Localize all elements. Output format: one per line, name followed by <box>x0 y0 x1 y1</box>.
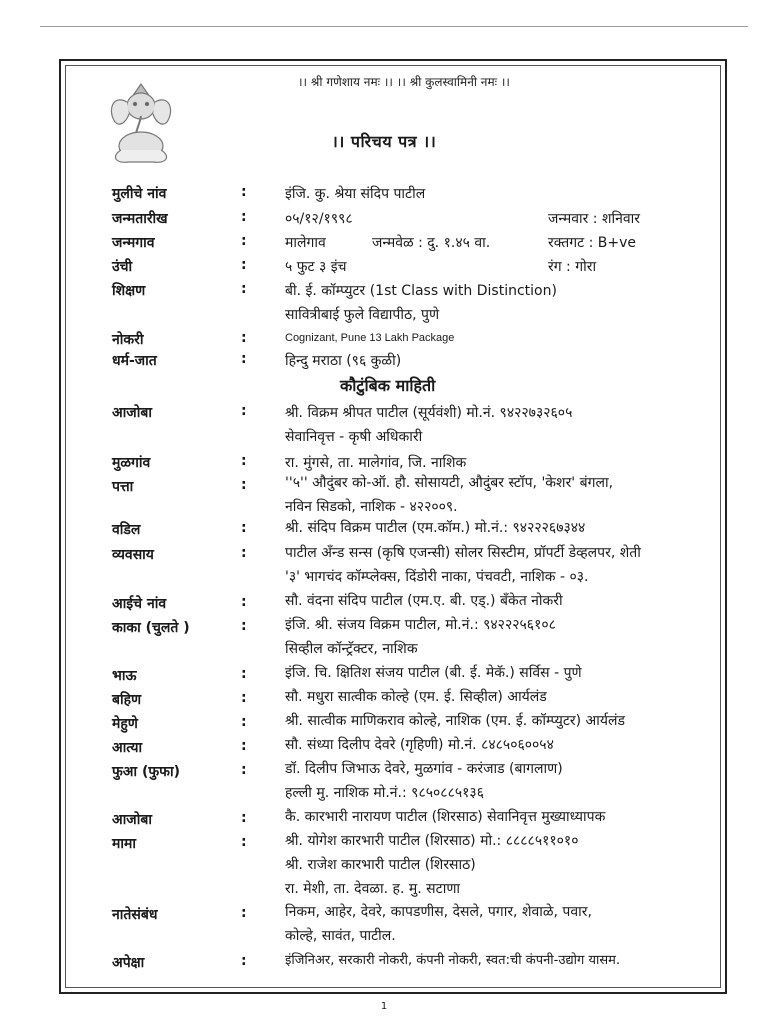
value-native-place: रा. मुंगसे, ता. मालेगांव, जि. नाशिक <box>285 455 467 471</box>
label-expectations: अपेक्षा <box>112 955 145 971</box>
colon: : <box>241 594 247 610</box>
value-birth-day: जन्मवार : शनिवार <box>548 211 641 227</box>
value-aunt-husband: डॉ. दिलीप जिभाऊ देवरे, मुळगांव - करंजाड (बागलाण) <box>285 761 563 777</box>
colon: : <box>241 666 247 682</box>
colon: : <box>241 905 247 921</box>
value-grandfather: श्री. विक्रम श्रीपत पाटील (सूर्यवंशी) मो.नं. ९४२२७३२६०५ <box>285 405 573 421</box>
label-occupation: व्यवसाय <box>112 547 154 563</box>
value-expectations: इंजिनिअर, सरकारी नोकरी, कंपनी नोकरी, स्वत:ची कंपनी-उद्योग यासम. <box>285 953 621 968</box>
value-birth-time: जन्मवेळ : दु. १.४५ वा. <box>372 235 491 251</box>
colon: : <box>241 453 247 469</box>
colon: : <box>241 351 247 367</box>
label-birthplace: जन्मगाव <box>112 235 155 251</box>
label-aunt: आत्या <box>112 740 143 756</box>
colon: : <box>241 403 247 419</box>
label-sister: बहिण <box>112 692 142 708</box>
colon: : <box>241 762 247 778</box>
value-uncle: इंजि. श्री. संजय विक्रम पाटील, मो.नं.: ९४२२२५६१०८ <box>285 617 556 633</box>
value-uncle-line2: सिव्हील कॉन्ट्रॅक्टर, नाशिक <box>285 641 418 657</box>
value-religion-caste: हिन्दु मराठा (९६ कुळी) <box>285 353 402 369</box>
label-brother: भाऊ <box>112 668 137 684</box>
value-education: बी. ई. कॉम्प्युटर (1st Class with Distinction) <box>285 283 557 299</box>
colon: : <box>241 184 247 200</box>
colon: : <box>241 690 247 706</box>
value-mother: सौ. वंदना संदिप पाटील (एम.ए. बी. एड्.) बँकेत नोकरी <box>285 593 563 609</box>
value-dob: ०५/१२/१९९८ <box>285 211 353 227</box>
colon: : <box>241 477 247 493</box>
label-mother: आईचे नांव <box>112 596 167 612</box>
value-aunt: सौ. संध्या दिलीप देवरे (गृहिणी) मो.नं. ८४८५०६००५४ <box>285 737 554 753</box>
label-father: वडिल <box>112 522 141 538</box>
value-brother-in-law: श्री. सात्वीक माणिकराव कोल्हे, नाशिक (एम. ई. कॉम्प्युटर) आर्यलंड <box>285 713 625 729</box>
label-job: नोकरी <box>112 332 144 348</box>
value-blood-group: रक्तगट : B+ve <box>548 235 636 251</box>
family-section-title: कौटुंबिक माहिती <box>340 376 436 395</box>
colon: : <box>241 233 247 249</box>
value-aunt-husband-line2: हल्ली मु. नाशिक मो.नं.: ९८५०८८५१३६ <box>285 785 484 801</box>
document-title: ।। परिचय पत्र ।। <box>331 132 437 151</box>
label-grandfather: आजोबा <box>112 405 152 421</box>
invocation-line: ।। श्री गणेशाय नमः ।। ।। श्री कुलस्वामिनी नमः ।। <box>298 75 510 89</box>
colon: : <box>241 545 247 561</box>
label-height: उंची <box>112 259 133 275</box>
value-maternal-grandfather: कै. कारभारी नारायण पाटील (शिरसाठ) सेवानिवृत्त मुख्याध्यापक <box>285 809 606 825</box>
top-rule <box>40 26 748 27</box>
value-relations-line2: कोल्हे, सावंत, पाटील. <box>285 928 396 944</box>
label-address: पत्ता <box>112 479 134 495</box>
value-height: ५ फुट ३ इंच <box>285 259 347 275</box>
colon: : <box>241 834 247 850</box>
colon: : <box>241 714 247 730</box>
label-relations: नातेसंबंध <box>112 907 158 923</box>
value-maternal-uncle-line3: रा. मेशी, ता. देवळा. ह. मु. सटाणा <box>285 881 461 897</box>
label-maternal-uncle: मामा <box>112 836 136 852</box>
colon: : <box>241 257 247 273</box>
label-education: शिक्षण <box>112 283 146 299</box>
label-maternal-grandfather: आजोबा <box>112 812 152 828</box>
label-brother-in-law: मेहुणे <box>112 716 138 732</box>
page-number: 1 <box>380 1001 388 1012</box>
value-university: सावित्रीबाई फुले विद्यापीठ, पुणे <box>285 307 440 323</box>
value-maternal-uncle: श्री. योगेश कारभारी पाटील (शिरसाठ) मो.: ८८८८५११०१० <box>285 833 579 849</box>
colon: : <box>241 209 247 225</box>
value-occupation-line2: '३' भागचंद कॉम्प्लेक्स, दिंडोरी नाका, पंचवटी, नाशिक - ०३. <box>285 569 589 585</box>
label-name: मुलीचे नांव <box>112 186 167 202</box>
value-address: ''५'' औदुंबर को-ऑ. हौ. सोसायटी, औदुंबर स्टॉप, 'केशर' बंगला, <box>285 475 614 491</box>
value-birthplace: मालेगाव <box>285 235 326 251</box>
colon: : <box>241 281 247 297</box>
value-occupation: पाटील अँन्ड सन्स (कृषि एजन्सी) सोलर सिस्टीम, प्रॉपर्टी डेव्हलपर, शेती <box>285 545 641 561</box>
value-complexion: रंग : गोरा <box>548 259 597 275</box>
value-brother: इंजि. चि. क्षितिश संजय पाटील (बी. ई. मेकॅ.) सर्विस - पुणे <box>285 665 582 681</box>
colon: : <box>241 520 247 536</box>
label-religion-caste: धर्म-जात <box>112 353 157 369</box>
value-relations: निकम, आहेर, देवरे, कापडणीस, देसले, पगार, शेवाळे, पवार, <box>285 904 592 920</box>
value-name: इंजि. कु. श्रेया संदिप पाटील <box>285 186 426 202</box>
label-aunt-husband: फुआ (फुफा) <box>112 764 180 780</box>
label-native-place: मुळगांव <box>112 455 151 471</box>
colon: : <box>241 618 247 634</box>
colon: : <box>241 738 247 754</box>
value-father: श्री. संदिप विक्रम पाटील (एम.कॉम.) मो.नं.: ९४२२२६७३४४ <box>285 520 586 536</box>
colon: : <box>241 810 247 826</box>
label-dob: जन्मतारीख <box>112 211 168 227</box>
colon: : <box>241 330 247 346</box>
value-job: Cognizant, Pune 13 Lakh Package <box>285 332 455 344</box>
value-address-line2: नविन सिडको, नाशिक - ४२२००९. <box>285 499 458 515</box>
value-sister: सौ. मधुरा सात्वीक कोल्हे (एम. ई. सिव्हील) आर्यलंड <box>285 689 547 705</box>
colon: : <box>241 953 247 969</box>
value-grandfather-line2: सेवानिवृत्त - कृषी अधिकारी <box>285 429 423 445</box>
value-maternal-uncle-line2: श्री. राजेश कारभारी पाटील (शिरसाठ) <box>285 857 476 873</box>
label-uncle: काका (चुलते ) <box>112 620 190 636</box>
